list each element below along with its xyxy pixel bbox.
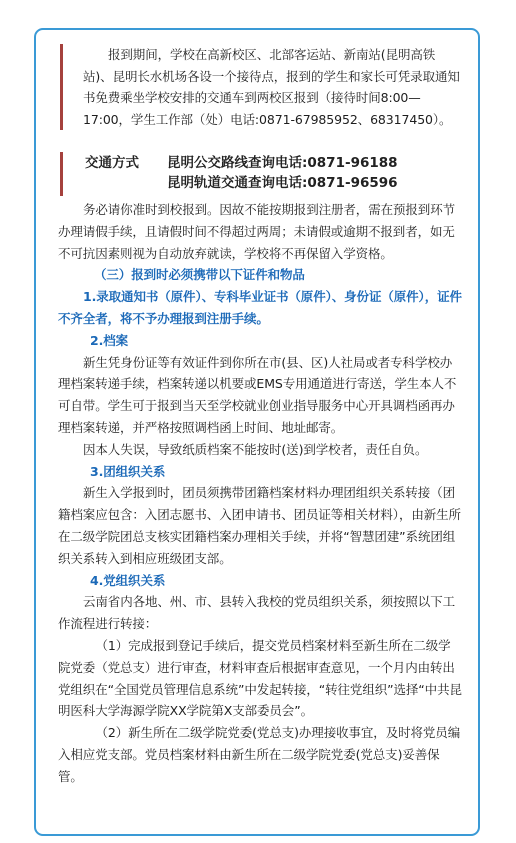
item4-title: 4.党组织关系 [90, 572, 166, 588]
intro-block [60, 44, 460, 130]
item2-note: 因本人失误，导致纸质档案不能按时(送)到学校者，责任自负。 [83, 441, 428, 457]
item3-paragraph: 新生入学报到时，团员须携带团籍档案材料办理团组织关系转接（团籍档案应包含：入团志愿书、入团申请书、团员证等相关材料），由新生所在二级学院团总支核实团籍档案办理相关手续，并将“智慧团建”系统团组织关系转入到相应班级团支部。 [58, 485, 461, 566]
transport-block [60, 152, 460, 196]
item2-paragraph: 新生凭身份证等有效证件到你所在市(县、区)人社局或者专科学校办理档案转递手续，档案转递以机要或EMS专用通道进行寄送，学生本人不可自带。学生可于报到当天至学校就业创业指导服务中心开具调档函再办理档案转递，并严格按照调档函上时间、地址邮寄。 [58, 354, 457, 435]
rail-phone: 昆明轨道交通查询电话:0871-96596 [167, 175, 398, 191]
notice-text: 务必请你准时到校报到。因故不能按期报到注册者，需在预报到环节办理请假手续，且请假时间不得超过两周；未请假或逾期不报到者，如无不可抗因素则视为自动放弃就读，学校将不再保留入学资格。 [58, 202, 456, 261]
item4-step2: （2）新生所在二级学院党委(党总支)办理接收事宜，及时将党员编入相应党支部。党员档案材料由新生所在二级学院党委(党总支)妥善保管。 [58, 725, 461, 784]
transport-label: 交通方式 [85, 155, 139, 171]
main-content [58, 199, 462, 788]
item4-step1: （1）完成报到登记手续后，提交党员档案材料至新生所在二级学院党委（党总支）进行审查，材料审查后根据审查意见，一个月内由转出党组织在“全国党员管理信息系统”中发起转接，“转往党组织”选择“中共昆明医科大学海源学院XX学院第X支部委员会”。 [58, 637, 462, 719]
item4-paragraph: 云南省内各地、州、市、县转入我校的党员组织关系，须按照以下工作流程进行转接： [58, 594, 456, 632]
item1-text: 1.录取通知书（原件）、专科毕业证书（原件）、身份证（原件），证件不齐全者，将不予办理报到注册手续。 [58, 289, 462, 326]
item3-title: 3.团组织关系 [90, 463, 166, 479]
bus-phone: 昆明公交路线查询电话:0871-96188 [167, 155, 398, 171]
intro-text: 报到期间，学校在高新校区、北部客运站、新南站(昆明高铁站)、昆明长水机场各设一个接待点，报到的学生和家长可凭录取通知书免费乘坐学校安排的交通车到两校区报到（接待时间8:00—17:00，学生工作部（处）电话:0871-67985952、68317450）。 [83, 47, 460, 127]
section3-heading: （三）报到时必须携带以下证件和物品 [94, 267, 305, 283]
item2-title: 2.档案 [90, 332, 129, 348]
